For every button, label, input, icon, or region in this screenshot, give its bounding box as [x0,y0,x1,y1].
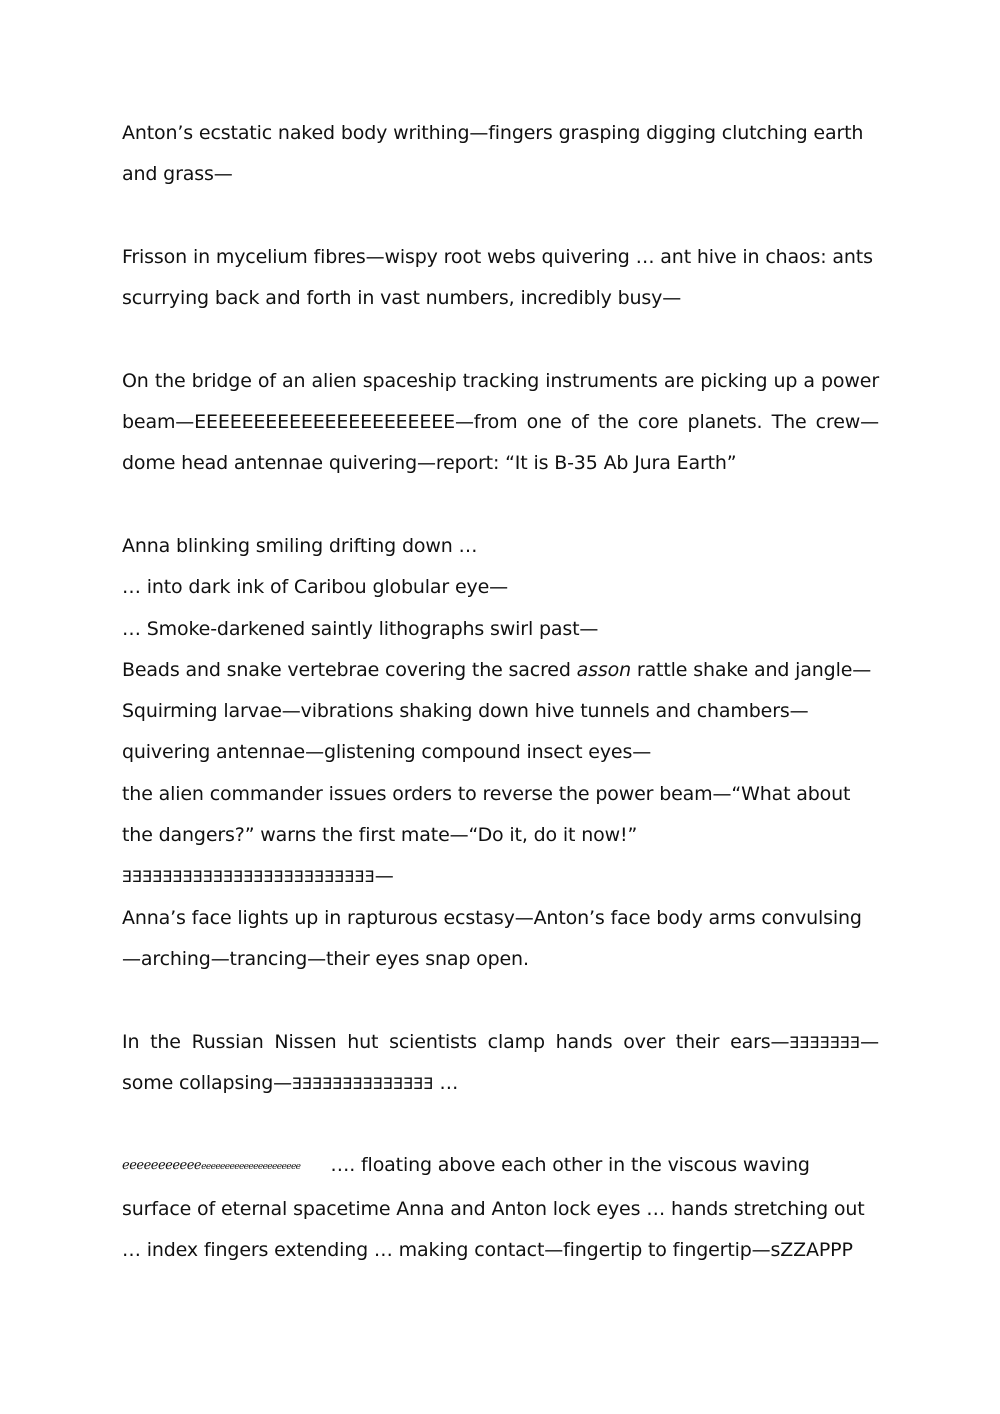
emphasis-asson: asson [576,658,632,681]
curl-glyph-sequence-large: ℯℯℯℯℯℯℯℯℯℯℯ [122,1158,202,1174]
curl-glyph-sequence-small: ℯℯℯℯℯℯℯℯℯℯℯℯℯℯℯℯℯℯℯℯℯ [201,1162,301,1173]
reversed-e-sequence: ƎƎƎƎƎƎƎ [789,1032,861,1052]
text-fragment: rattle shake and jangle— [631,658,872,681]
text-fragment: In the Russian Nissen hut scientists clamp hands over their ears— [122,1030,790,1053]
paragraph-gap [122,1104,879,1145]
text-fragment: …. floating above each other in the viscous waving surface of eternal spacetime Anna and Anton lock eyes … hands stretching out … index fingers extending … making contact—fingertip to fingertip—sZZAPPP [122,1154,865,1262]
text-line: Anna blinking smiling drifting down … [122,534,478,557]
document-page [122,113,879,1271]
text-fragment: Beads and snake vertebrae covering the sacred [122,658,577,681]
paragraph-gap [122,980,879,1021]
text-block-ecstasy: Anna’s face lights up in rapturous ecstasy—Anton’s face body arms convulsing—arching—trancing—their eyes snap open. [122,906,862,970]
text-fragment: the alien commander issues orders to reverse the power beam—“What about the dangers?” warns the first mate—“Do it, do it now!” [122,782,851,847]
paragraph-spacetime-contact [122,1145,879,1271]
paragraph-anna-drifting [122,526,879,980]
text-block-alien-commander [122,774,879,898]
paragraph-gap [122,319,879,360]
text-fragment: … [433,1071,459,1094]
paragraph-anton-writhing: Anton’s ecstatic naked body writhing—fingers grasping digging clutching earth and grass— [122,122,864,186]
text-line: … into dark ink of Caribou globular eye— [122,576,508,599]
paragraph-nissen-hut [122,1022,879,1105]
text-block-larvae: Squirming larvae—vibrations shaking down hive tunnels and chambers—quivering antennae—glistening compound insect eyes— [122,700,809,764]
text-line [122,650,879,691]
text-fragment: —some collapsing— [122,1030,879,1094]
paragraph-gap [122,485,879,526]
paragraph-alien-spaceship: On the bridge of an alien spaceship tracking instruments are picking up a power beam—EEEEEEEEEEEEEEEEEEEEEE—from one of the core planets. The crew—dome head antennae quivering—report: “It is B-35 Ab Jura Earth” [122,369,879,475]
text-fragment: — [374,865,394,888]
paragraph-mycelium: Frisson in mycelium fibres—wispy root webs quivering … ant hive in chaos: ants scurrying back and forth in vast numbers, incredibly busy— [122,245,873,310]
reversed-e-sequence: ƎƎƎƎƎƎƎƎƎƎƎƎƎƎƎƎƎƎƎƎƎƎƎƎƎ [122,867,375,887]
reversed-e-sequence: ƎƎƎƎƎƎƎƎƎƎƎƎƎƎ [291,1073,434,1093]
paragraph-gap [122,196,879,237]
text-line: … Smoke-darkened saintly lithographs swirl past— [122,617,599,640]
